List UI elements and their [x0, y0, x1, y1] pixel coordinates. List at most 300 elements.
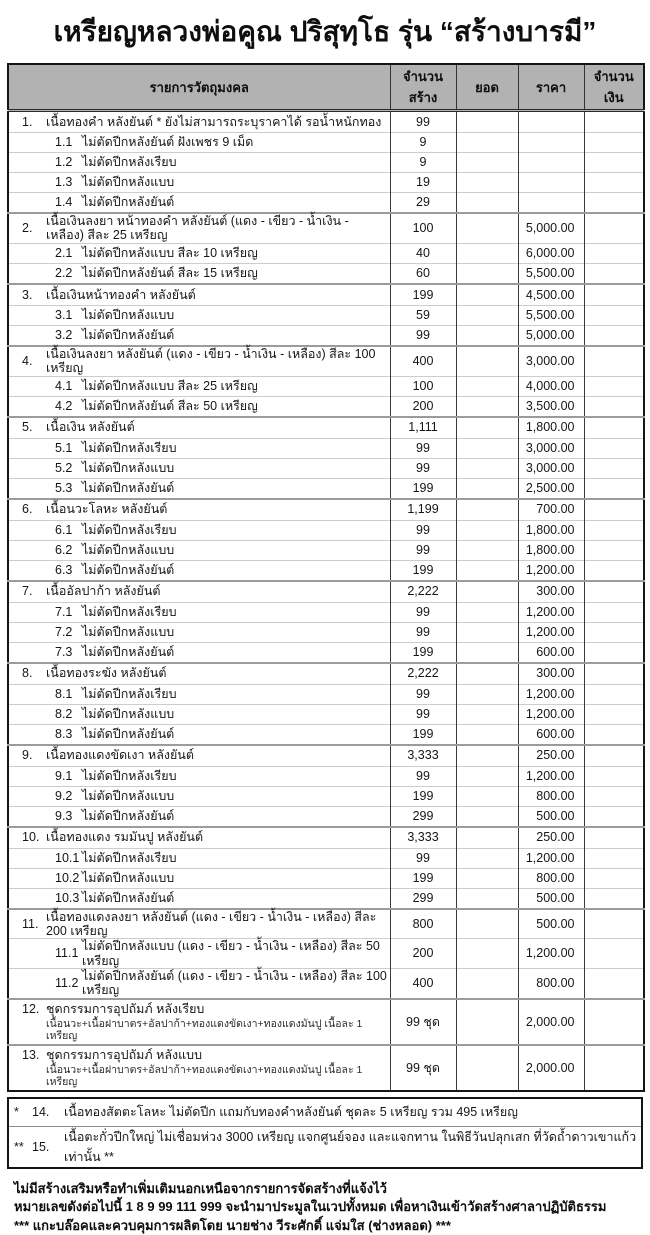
item-cell: [8, 478, 390, 499]
table-row: [8, 806, 644, 827]
item-cell: [8, 622, 390, 642]
item-number: 2.: [22, 221, 33, 236]
footer-line-1: ไม่มีสร้างเสริมหรือทำเพิ่มเติมนอกเหนือจากรายการจัดสร้างที่แจ้งไว้: [14, 1180, 387, 1196]
price-cell: 250.00: [518, 827, 584, 849]
qty-cell: 99: [390, 540, 456, 560]
item-cell: [8, 173, 390, 193]
amount-cell: [584, 848, 644, 868]
item-number: 5.: [22, 420, 33, 435]
qty-cell: 1,111: [390, 417, 456, 439]
table-row: [8, 173, 644, 193]
table-header: [8, 64, 644, 111]
item-label: ไม่ตัดปีกหลังเรียบ: [82, 440, 177, 455]
amount-cell: [584, 346, 644, 376]
qty-cell: 99 ชุด: [390, 1045, 456, 1091]
item-number: 4.1: [55, 378, 73, 393]
column-header-total: ยอด: [456, 64, 518, 111]
item-label: เนื้อทองแดงขัดเงา หลังยันต์: [46, 748, 194, 763]
qty-cell: 400: [390, 346, 456, 376]
qty-cell: 99: [390, 684, 456, 704]
item-number: 5.2: [55, 460, 73, 475]
table-row: [8, 396, 644, 417]
amount-cell: [584, 305, 644, 325]
item-cell: [8, 581, 390, 603]
item-label: เนื้อทองระฆัง หลังยันต์: [46, 666, 167, 681]
item-cell: [8, 213, 390, 243]
item-number: 7.1: [55, 604, 73, 619]
amount-cell: [584, 868, 644, 888]
qty-cell: 99: [390, 458, 456, 478]
amount-cell: [584, 478, 644, 499]
item-number: 10.2: [55, 870, 80, 885]
total-cell: [456, 499, 518, 521]
qty-cell: 99: [390, 520, 456, 540]
price-cell: 3,000.00: [518, 346, 584, 376]
price-cell: 300.00: [518, 663, 584, 685]
item-label: ไม่ตัดปีกหลังแบบ: [82, 624, 175, 639]
amount-cell: [584, 133, 644, 153]
item-number: 11.2: [55, 976, 79, 991]
total-cell: [456, 909, 518, 939]
price-cell: 1,200.00: [518, 684, 584, 704]
column-header-amount: จำนวนเงิน: [584, 64, 644, 111]
item-cell: [8, 663, 390, 685]
table-row: [8, 969, 644, 999]
total-cell: [456, 806, 518, 827]
column-header-item: รายการวัตถุมงคล: [8, 64, 390, 111]
item-label: ไม่ตัดปีกหลังยันต์ สีละ 15 เหรียญ: [82, 266, 258, 281]
amount-cell: [584, 417, 644, 439]
item-label: เนื้อทองแดงลงยา หลังยันต์ (แดง - เขียว - น้ำเงิน - เหลือง) สีละ 200 เหรียญ: [46, 909, 377, 938]
total-cell: [456, 376, 518, 396]
table-row: [8, 417, 644, 439]
total-cell: [456, 458, 518, 478]
item-cell: [8, 305, 390, 325]
item-label: ชุดกรรมการอุปถัมภ์ หลังแบบ: [46, 1047, 203, 1062]
item-number: 11.1: [55, 946, 79, 961]
item-cell: [8, 888, 390, 909]
table-row: [8, 153, 644, 173]
item-rows: [8, 111, 644, 1091]
table-row: [8, 724, 644, 745]
item-label: ไม่ตัดปีกหลังยันต์: [82, 328, 175, 343]
item-number: 11.: [22, 916, 39, 931]
item-number: 9.3: [55, 808, 73, 823]
table-row: [8, 786, 644, 806]
price-cell: 300.00: [518, 581, 584, 603]
footnote-number: 15.: [32, 1139, 50, 1154]
table-row: [8, 243, 644, 263]
item-number: 3.1: [55, 308, 73, 323]
item-cell: [8, 153, 390, 173]
qty-cell: 99: [390, 325, 456, 346]
qty-cell: 199: [390, 284, 456, 306]
price-cell: 800.00: [518, 786, 584, 806]
total-cell: [456, 888, 518, 909]
table-row: [8, 560, 644, 581]
total-cell: [456, 438, 518, 458]
item-label: ไม่ตัดปีกหลังแบบ สีละ 25 เหรียญ: [82, 378, 258, 393]
item-cell: [8, 458, 390, 478]
item-number: 6.3: [55, 562, 73, 577]
item-cell: [8, 133, 390, 153]
item-cell: [8, 909, 390, 939]
amount-cell: [584, 396, 644, 417]
item-label: ไม่ตัดปีกหลังแบบ (แดง - เขียว - น้ำเงิน - เหลือง) สีละ 50 เหรียญ: [82, 939, 380, 968]
item-label: ไม่ตัดปีกหลังเรียบ: [82, 522, 177, 537]
price-cell: 700.00: [518, 499, 584, 521]
footer-line-3: *** แกะบล๊อคและควบคุมการผลิตโดย นายช่าง วีระศักดิ์ แจ่มใส (ช่างหลอด) ***: [14, 1217, 451, 1233]
item-number: 4.: [22, 353, 33, 368]
total-cell: [456, 478, 518, 499]
item-cell: [8, 376, 390, 396]
price-cell: 600.00: [518, 642, 584, 663]
amount-cell: [584, 969, 644, 999]
item-label: ไม่ตัดปีกหลังยันต์ สีละ 50 เหรียญ: [82, 398, 258, 413]
item-cell: [8, 346, 390, 376]
item-number: 12.: [22, 1001, 40, 1016]
amount-cell: [584, 325, 644, 346]
item-cell: [8, 684, 390, 704]
item-number: 9.1: [55, 768, 73, 783]
total-cell: [456, 684, 518, 704]
amount-cell: [584, 173, 644, 193]
item-cell: [8, 560, 390, 581]
column-header-price: ราคา: [518, 64, 584, 111]
table-row: [8, 1045, 644, 1091]
price-cell: 1,800.00: [518, 520, 584, 540]
qty-cell: 9: [390, 153, 456, 173]
qty-cell: 2,222: [390, 581, 456, 603]
price-cell: 4,500.00: [518, 284, 584, 306]
item-number: 6.1: [55, 522, 73, 537]
table-row: [8, 376, 644, 396]
table-row: [8, 663, 644, 685]
amount-cell: [584, 704, 644, 724]
item-cell: [8, 786, 390, 806]
item-number: 6.2: [55, 542, 73, 557]
item-cell: [8, 827, 390, 849]
table-row: [8, 766, 644, 786]
table-row: [8, 478, 644, 499]
total-cell: [456, 305, 518, 325]
total-cell: [456, 213, 518, 243]
table-row: [8, 827, 644, 849]
item-cell: [8, 724, 390, 745]
amount-cell: [584, 724, 644, 745]
item-label: เนื้อทองคำ หลังยันต์ * ยังไม่สามารถระบุราคาได้ รอน้ำหนักทอง: [46, 114, 382, 129]
amount-cell: [584, 243, 644, 263]
item-cell: [8, 848, 390, 868]
price-cell: 5,500.00: [518, 263, 584, 284]
table-row: [8, 540, 644, 560]
table-row: [8, 458, 644, 478]
qty-cell: 99: [390, 602, 456, 622]
item-cell: [8, 745, 390, 767]
item-label: ไม่ตัดปีกหลังเรียบ: [82, 850, 177, 865]
item-number: 1.3: [55, 175, 73, 190]
footer-notes: [14, 1180, 640, 1235]
qty-cell: 200: [390, 939, 456, 969]
item-subtext: เนื้อนวะ+เนื้อฝาบาตร+อัลปาก้า+ทองแดงขัดเงา+ทองแดงมันปู เนื้อละ 1 เหรียญ: [46, 1063, 363, 1088]
item-cell: [8, 704, 390, 724]
item-number: 2.1: [55, 246, 73, 261]
qty-cell: 299: [390, 888, 456, 909]
total-cell: [456, 724, 518, 745]
total-cell: [456, 417, 518, 439]
item-number: 5.3: [55, 480, 73, 495]
price-cell: 1,200.00: [518, 848, 584, 868]
table-row: [8, 438, 644, 458]
table-row: [8, 704, 644, 724]
footnote-marker: *: [14, 1105, 19, 1120]
item-number: 1.1: [55, 135, 73, 150]
amount-cell: [584, 560, 644, 581]
total-cell: [456, 704, 518, 724]
price-cell: 1,800.00: [518, 417, 584, 439]
table-row: [8, 848, 644, 868]
qty-cell: 1,199: [390, 499, 456, 521]
price-cell: 500.00: [518, 806, 584, 827]
amount-cell: [584, 888, 644, 909]
qty-cell: 2,222: [390, 663, 456, 685]
item-label: ไม่ตัดปีกหลังยันต์: [82, 480, 175, 495]
amount-cell: [584, 376, 644, 396]
footnote-label: เนื้อตะกั่วปีกใหญ่ ไม่เชื่อมห่วง 3000 เหรียญ แจกศูนย์จอง และแจกทาน ในพิธีวันปลุกเสก ที่วัดถ้ำดาวเขาแก้ว เท่านั้น **: [64, 1129, 637, 1164]
table-row: [8, 939, 644, 969]
footnote-row: [9, 1099, 641, 1126]
item-cell: [8, 642, 390, 663]
item-label: ไม่ตัดปีกหลังยันต์: [82, 195, 175, 210]
qty-cell: 400: [390, 969, 456, 999]
total-cell: [456, 766, 518, 786]
item-number: 8.2: [55, 706, 73, 721]
price-cell: 500.00: [518, 909, 584, 939]
table-row: [8, 305, 644, 325]
price-cell: [518, 193, 584, 214]
qty-cell: 59: [390, 305, 456, 325]
amulet-table: [7, 63, 645, 1092]
item-label: เนื้อเงินหน้าทองคำ หลังยันต์: [46, 287, 196, 302]
item-number: 10.1: [55, 850, 80, 865]
amount-cell: [584, 745, 644, 767]
amount-cell: [584, 540, 644, 560]
total-cell: [456, 520, 518, 540]
qty-cell: 3,333: [390, 745, 456, 767]
total-cell: [456, 263, 518, 284]
total-cell: [456, 111, 518, 133]
footnote-label: เนื้อทองสัตตะโลหะ ไม่ตัดปีก แถมกับทองคำหลังยันต์ ชุดละ 5 เหรียญ รวม 495 เหรียญ: [64, 1105, 518, 1120]
table-row: [8, 284, 644, 306]
price-cell: 3,000.00: [518, 438, 584, 458]
amount-cell: [584, 1045, 644, 1091]
item-subtext: เนื้อนวะ+เนื้อฝาบาตร+อัลปาก้า+ทองแดงขัดเงา+ทองแดงมันปู เนื้อละ 1 เหรียญ: [46, 1017, 363, 1042]
item-cell: [8, 766, 390, 786]
footnote-row: [9, 1126, 641, 1167]
amount-cell: [584, 786, 644, 806]
amount-cell: [584, 153, 644, 173]
item-number: 1.: [22, 114, 33, 129]
total-cell: [456, 663, 518, 685]
item-label: ไม่ตัดปีกหลังแบบ: [82, 542, 175, 557]
item-number: 9.2: [55, 788, 73, 803]
item-cell: [8, 1045, 390, 1091]
item-number: 5.1: [55, 440, 73, 455]
item-label: ไม่ตัดปีกหลังแบบ: [82, 870, 175, 885]
price-cell: 5,000.00: [518, 213, 584, 243]
item-number: 10.3: [55, 890, 80, 905]
total-cell: [456, 396, 518, 417]
amount-cell: [584, 663, 644, 685]
amount-cell: [584, 581, 644, 603]
table-row: [8, 325, 644, 346]
item-label: ไม่ตัดปีกหลังแบบ: [82, 460, 175, 475]
total-cell: [456, 745, 518, 767]
table-row: [8, 642, 644, 663]
item-number: 3.: [22, 287, 33, 302]
table-row: [8, 520, 644, 540]
item-label: เนื้อเงินลงยา หน้าทองคำ หลังยันต์ (แดง - เขียว - น้ำเงิน - เหลือง) สีละ 25 เหรียญ: [46, 214, 349, 243]
item-number: 7.: [22, 584, 33, 599]
item-label: ไม่ตัดปีกหลังแบบ: [82, 175, 175, 190]
footnote-marker: **: [14, 1139, 24, 1154]
table-row: [8, 499, 644, 521]
qty-cell: 99: [390, 704, 456, 724]
qty-cell: 199: [390, 560, 456, 581]
item-label: เนื้อทองแดง รมมันปู หลังยันต์: [46, 830, 204, 845]
item-label: ไม่ตัดปีกหลังเรียบ: [82, 768, 177, 783]
item-cell: [8, 417, 390, 439]
amount-cell: [584, 458, 644, 478]
amount-cell: [584, 939, 644, 969]
item-label: ไม่ตัดปีกหลังแบบ: [82, 308, 175, 323]
item-label: ไม่ตัดปีกหลังแบบ สีละ 10 เหรียญ: [82, 246, 258, 261]
item-label: เนื้อเงิน หลังยันต์: [46, 420, 135, 435]
qty-cell: 100: [390, 376, 456, 396]
qty-cell: 99: [390, 766, 456, 786]
total-cell: [456, 1045, 518, 1091]
item-label: ไม่ตัดปีกหลังแบบ: [82, 788, 175, 803]
item-cell: [8, 969, 390, 999]
total-cell: [456, 786, 518, 806]
qty-cell: 199: [390, 478, 456, 499]
item-label: ไม่ตัดปีกหลังยันต์: [82, 726, 175, 741]
price-cell: 4,000.00: [518, 376, 584, 396]
price-cell: 500.00: [518, 888, 584, 909]
total-cell: [456, 581, 518, 603]
item-label: ไม่ตัดปีกหลังยันต์ (แดง - เขียว - น้ำเงิน - เหลือง) สีละ 100 เหรียญ: [82, 969, 387, 998]
qty-cell: 99: [390, 438, 456, 458]
amount-cell: [584, 111, 644, 133]
item-number: 7.3: [55, 644, 73, 659]
total-cell: [456, 622, 518, 642]
price-cell: 2,000.00: [518, 999, 584, 1045]
qty-cell: 19: [390, 173, 456, 193]
page-title: เหรียญหลวงพ่อคูณ ปริสุทฺโธ รุ่น “สร้างบารมี”: [53, 16, 597, 47]
item-label: ชุดกรรมการอุปถัมภ์ หลังเรียบ: [46, 1001, 205, 1016]
price-cell: 3,500.00: [518, 396, 584, 417]
qty-cell: 100: [390, 213, 456, 243]
table-row: [8, 745, 644, 767]
amount-cell: [584, 499, 644, 521]
price-cell: 6,000.00: [518, 243, 584, 263]
item-label: ไม่ตัดปีกหลังยันต์: [82, 890, 175, 905]
item-cell: [8, 325, 390, 346]
price-cell: 1,200.00: [518, 602, 584, 622]
amount-cell: [584, 684, 644, 704]
amount-cell: [584, 827, 644, 849]
price-cell: [518, 133, 584, 153]
item-cell: [8, 499, 390, 521]
price-cell: 5,500.00: [518, 305, 584, 325]
table-row: [8, 999, 644, 1045]
total-cell: [456, 560, 518, 581]
price-cell: 1,200.00: [518, 704, 584, 724]
qty-cell: 299: [390, 806, 456, 827]
table-row: [8, 684, 644, 704]
qty-cell: 9: [390, 133, 456, 153]
table-row: [8, 263, 644, 284]
qty-cell: 40: [390, 243, 456, 263]
table-row: [8, 888, 644, 909]
item-label: ไม่ตัดปีกหลังยันต์: [82, 808, 175, 823]
item-cell: [8, 806, 390, 827]
table-row: [8, 909, 644, 939]
qty-cell: 3,333: [390, 827, 456, 849]
price-cell: 1,200.00: [518, 939, 584, 969]
item-cell: [8, 284, 390, 306]
amount-cell: [584, 622, 644, 642]
table-row: [8, 346, 644, 376]
item-cell: [8, 540, 390, 560]
price-cell: 1,200.00: [518, 766, 584, 786]
price-cell: 800.00: [518, 969, 584, 999]
total-cell: [456, 827, 518, 849]
total-cell: [456, 173, 518, 193]
amount-cell: [584, 766, 644, 786]
price-cell: 1,200.00: [518, 622, 584, 642]
table-row: [8, 193, 644, 214]
price-cell: 800.00: [518, 868, 584, 888]
table-row: [8, 111, 644, 133]
item-number: 8.: [22, 666, 33, 681]
table-row: [8, 133, 644, 153]
total-cell: [456, 243, 518, 263]
qty-cell: 99: [390, 111, 456, 133]
item-cell: [8, 999, 390, 1045]
item-label: ไม่ตัดปีกหลังยันต์: [82, 562, 175, 577]
price-cell: 250.00: [518, 745, 584, 767]
total-cell: [456, 999, 518, 1045]
item-number: 9.: [22, 748, 33, 763]
item-number: 8.3: [55, 726, 73, 741]
item-cell: [8, 193, 390, 214]
item-cell: [8, 263, 390, 284]
table-row: [8, 868, 644, 888]
item-label: เนื้อเงินลงยา หลังยันต์ (แดง - เขียว - น้ำเงิน - เหลือง) สีละ 100 เหรียญ: [46, 346, 376, 376]
total-cell: [456, 540, 518, 560]
qty-cell: 99 ชุด: [390, 999, 456, 1045]
table-row: [8, 213, 644, 243]
amount-cell: [584, 284, 644, 306]
item-label: ไม่ตัดปีกหลังเรียบ: [82, 155, 177, 170]
qty-cell: 800: [390, 909, 456, 939]
price-cell: 600.00: [518, 724, 584, 745]
total-cell: [456, 868, 518, 888]
qty-cell: 99: [390, 848, 456, 868]
amount-cell: [584, 909, 644, 939]
price-cell: [518, 153, 584, 173]
